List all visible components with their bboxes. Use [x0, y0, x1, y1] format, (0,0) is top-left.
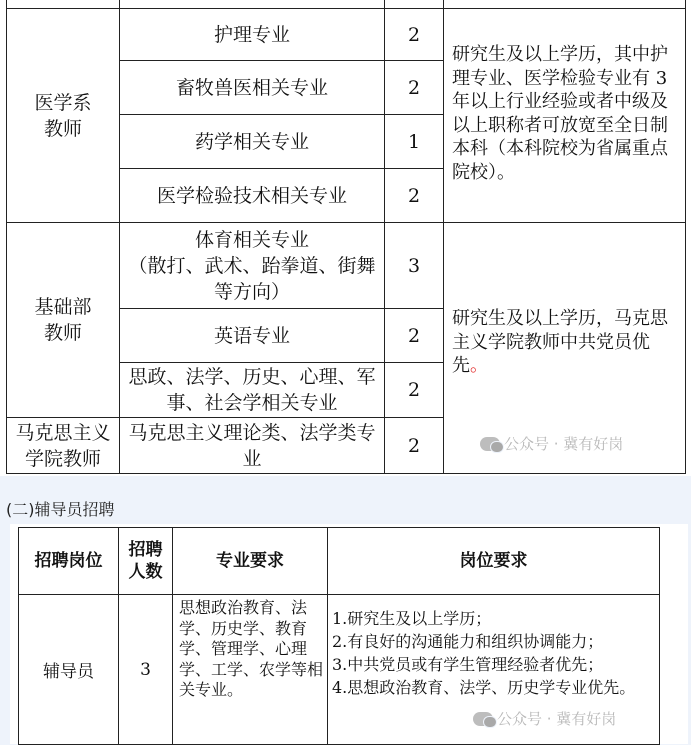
dept-cell: 基础部 教师: [7, 223, 120, 418]
dept-cell: 马克思主义 学院教师: [7, 418, 120, 474]
section-title: (二)辅导员招聘: [6, 500, 115, 519]
major-cell: 马克思主义理论类、法学类专 业: [120, 418, 385, 474]
table-row: [7, 223, 686, 309]
major-cell: 思想政治教育、法学、历史学、教育学、管理学、心理学、工学、农学等相关专业。: [173, 595, 328, 745]
requirement-item: 2.有良好的沟通能力和组织协调能力；: [332, 632, 604, 651]
header-count: 招聘 人数: [119, 528, 173, 595]
watermark: 公众号 · 冀有好岗: [473, 708, 616, 729]
major-cell: 药学相关专业: [120, 115, 385, 169]
major-cell: 医学检验技术相关专业: [120, 169, 385, 223]
count-cell: 2: [385, 309, 444, 363]
count-cell: 3: [119, 595, 173, 745]
wechat-icon: [480, 437, 500, 451]
requirement-cell: 研究生及以上学历，马克思主义学院教师中共党员优先。: [444, 223, 686, 474]
dept-cell: 医学系 教师: [7, 9, 120, 223]
count-cell: 2: [385, 418, 444, 474]
count-cell: 2: [385, 9, 444, 61]
count-cell: 2: [385, 61, 444, 115]
table-header-row: [19, 528, 660, 595]
post-cell: 辅导员: [19, 595, 119, 745]
requirement-cell: 研究生及以上学历，其中护理专业、医学检验专业有 3 年以上行业经验或者中级及以上职称者可放宽至全日制本科（本科院校为省属重点院校）。: [444, 9, 686, 223]
major-cell: 体育相关专业 （散打、武术、跆拳道、街舞 等方向）: [120, 223, 385, 309]
major-cell: 思政、法学、历史、心理、军 事、社会学相关专业: [120, 363, 385, 418]
count-cell: 2: [385, 169, 444, 223]
header-major: 专业要求: [173, 528, 328, 595]
major-cell: 英语专业: [120, 309, 385, 363]
count-cell: 1: [385, 115, 444, 169]
requirement-item: 1.研究生及以上学历；: [332, 609, 492, 628]
header-requirement: 岗位要求: [328, 528, 660, 595]
table-row-top: [7, 0, 686, 9]
header-post: 招聘岗位: [19, 528, 119, 595]
watermark: 公众号 · 冀有好岗: [480, 433, 623, 454]
counselor-recruitment-table: [10, 524, 688, 744]
requirement-item: 3.中共党员或有学生管理经验者优先；: [332, 655, 604, 674]
major-cell: 护理专业: [120, 9, 385, 61]
count-cell: 3: [385, 223, 444, 309]
count-cell: 2: [385, 363, 444, 418]
requirement-item: 4.思想政治教育、法学、历史学专业优先。: [332, 678, 636, 697]
major-cell: 畜牧兽医相关专业: [120, 61, 385, 115]
wechat-icon: [473, 712, 493, 726]
table-row: [7, 9, 686, 61]
